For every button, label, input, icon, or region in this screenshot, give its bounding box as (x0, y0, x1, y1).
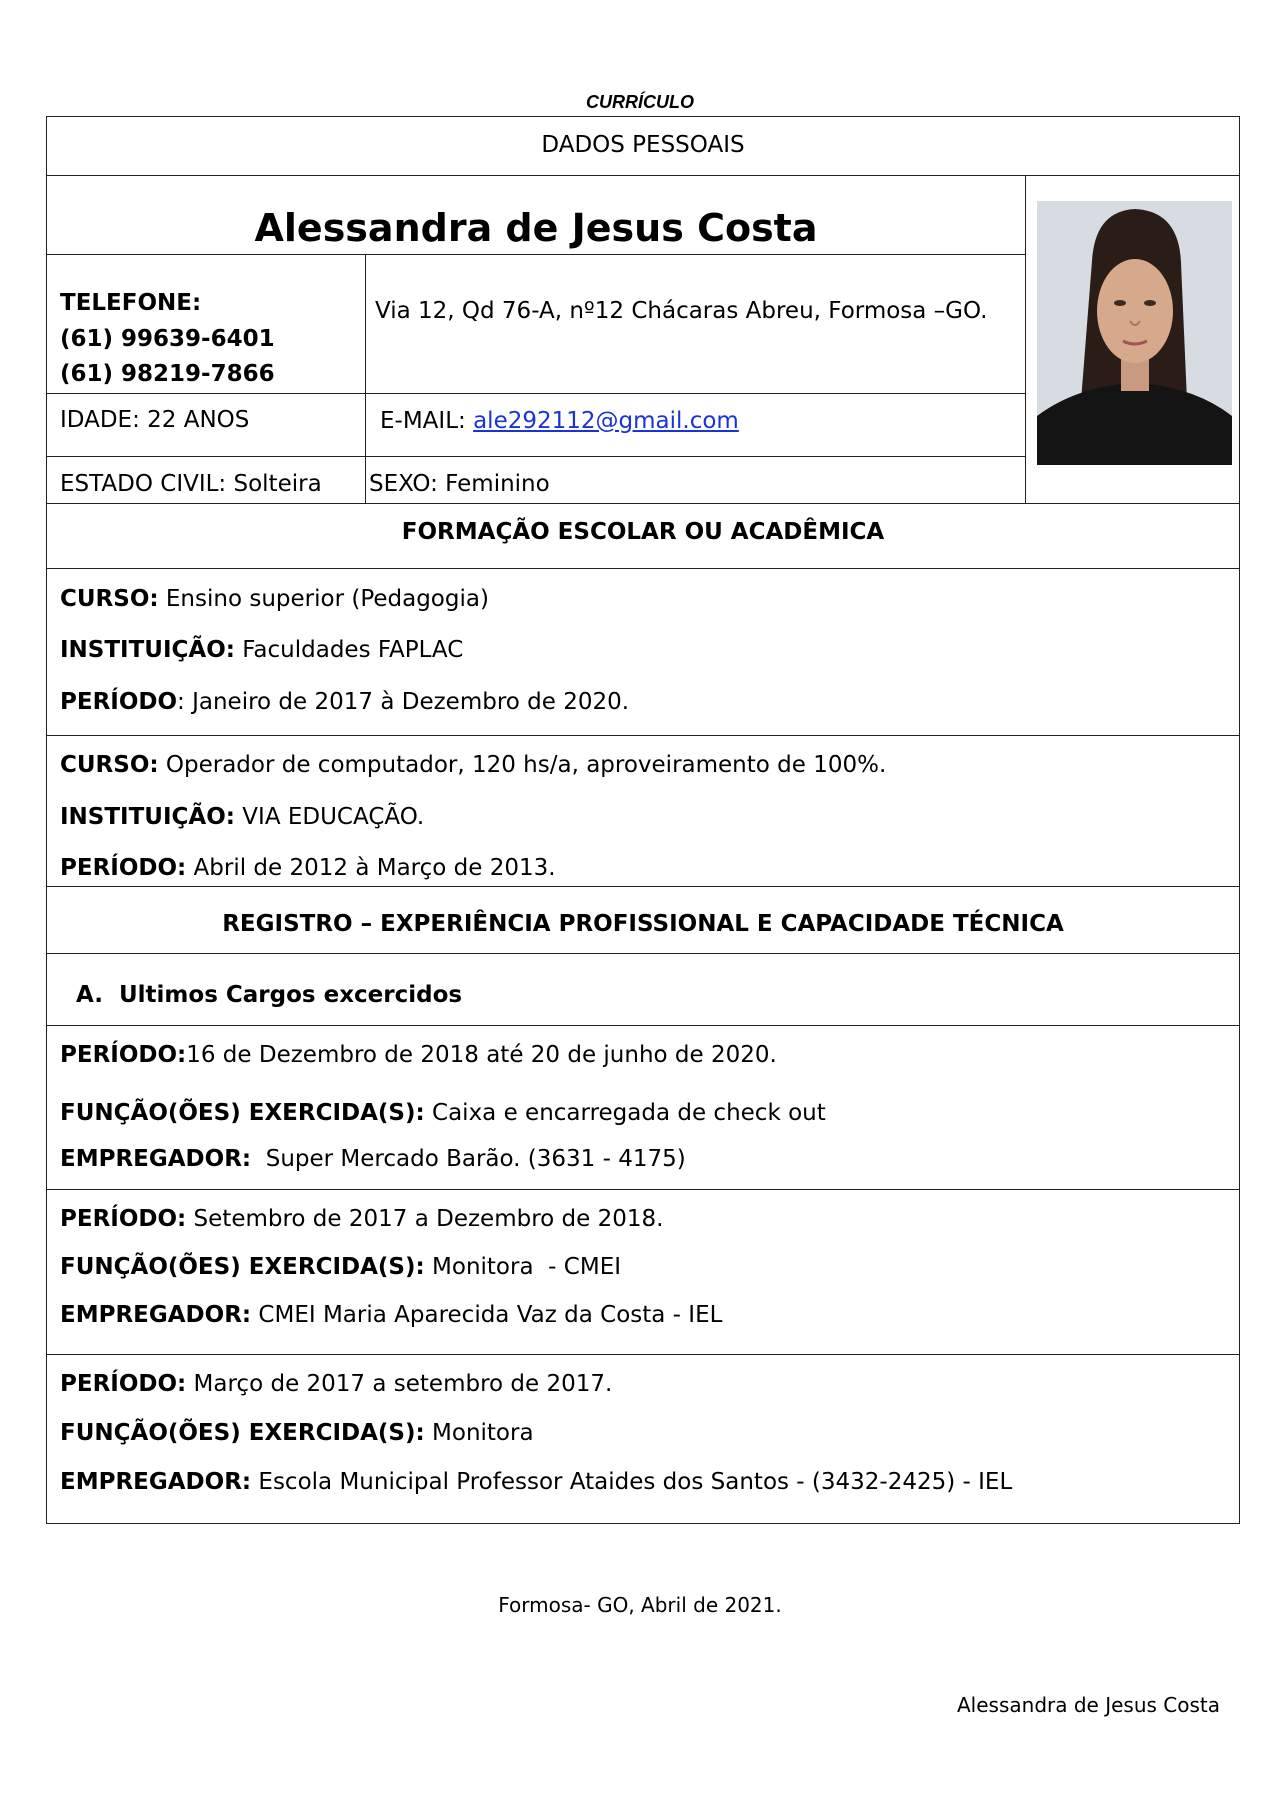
edu-2-course (60, 750, 886, 780)
divider (46, 953, 1240, 954)
edu-1-period (60, 687, 629, 717)
employer-value: Super Mercado Barão. (3631 - 4175) (251, 1146, 686, 1172)
divider (365, 254, 366, 503)
email-link[interactable]: ale292112@gmail.com (473, 408, 739, 434)
civil-status: ESTADO CIVIL: Solteira (60, 471, 322, 497)
period-label: PERÍODO: (60, 855, 187, 881)
exp-1-employer (60, 1144, 686, 1174)
period-label: PERÍODO: (60, 1371, 187, 1397)
employer-label: EMPREGADOR: (60, 1469, 252, 1495)
edu-2-institution (60, 802, 424, 832)
phone-label: TELEFONE: (60, 290, 202, 316)
exp-1-role (60, 1098, 826, 1128)
candidate-photo (1037, 201, 1232, 465)
role-label: FUNÇÃO(ÕES) EXERCIDA(S): (60, 1100, 425, 1126)
address: Via 12, Qd 76-A, nº12 Chácaras Abreu, Formosa –GO. (375, 298, 988, 324)
period-value: Março de 2017 a setembro de 2017. (186, 1371, 613, 1397)
section-title-education: FORMAÇÃO ESCOLAR OU ACADÊMICA (401, 519, 885, 545)
divider (46, 254, 1026, 255)
course-label: CURSO: (60, 586, 159, 612)
role-value: Monitora - CMEI (424, 1254, 622, 1280)
period-label: PERÍODO (60, 689, 178, 715)
course-value: Ensino superior (Pedagogia) (158, 586, 489, 612)
exp-2-period (60, 1204, 663, 1234)
signature: Alessandra de Jesus Costa (957, 1693, 1220, 1717)
divider (46, 1354, 1240, 1355)
employer-value: CMEI Maria Aparecida Vaz da Costa - IEL (251, 1302, 723, 1328)
course-value: Operador de computador, 120 hs/a, aproveiramento de 100%. (158, 752, 887, 778)
exp-1-period (60, 1040, 777, 1070)
divider (46, 886, 1240, 887)
edu-1-course (60, 584, 489, 614)
divider (46, 503, 1240, 504)
phone-number-2: (61) 98219-7866 (60, 361, 275, 387)
subsection-text: Ultimos Cargos excercidos (118, 982, 463, 1008)
age: IDADE: 22 ANOS (60, 407, 250, 433)
role-label: FUNÇÃO(ÕES) EXERCIDA(S): (60, 1420, 425, 1446)
exp-2-employer (60, 1300, 722, 1330)
email-label: E-MAIL: (380, 408, 466, 434)
divider (46, 568, 1240, 569)
sex: SEXO: Feminino (369, 471, 550, 497)
period-value: Setembro de 2017 a Dezembro de 2018. (186, 1206, 664, 1232)
employer-label: EMPREGADOR: (60, 1302, 252, 1328)
exp-2-role (60, 1252, 621, 1282)
employer-label: EMPREGADOR: (60, 1146, 252, 1172)
divider (46, 175, 1240, 176)
institution-value: VIA EDUCAÇÃO. (234, 804, 425, 830)
divider (46, 735, 1240, 736)
edu-1-institution (60, 635, 463, 665)
period-label: PERÍODO: (60, 1206, 187, 1232)
document-title: CURRÍCULO (586, 92, 694, 112)
portrait-illustration (1037, 201, 1232, 465)
place-date: Formosa- GO, Abril de 2021. (498, 1593, 782, 1617)
subsection-title (76, 980, 462, 1010)
role-value: Caixa e encarregada de check out (424, 1100, 826, 1126)
role-label: FUNÇÃO(ÕES) EXERCIDA(S): (60, 1254, 425, 1280)
divider (46, 456, 1026, 457)
period-value: : Janeiro de 2017 à Dezembro de 2020. (177, 689, 630, 715)
subsection-marker: A. (76, 982, 103, 1008)
candidate-name: Alessandra de Jesus Costa (254, 206, 818, 250)
institution-value: Faculdades FAPLAC (234, 637, 464, 663)
institution-label: INSTITUIÇÃO: (60, 804, 235, 830)
divider (46, 1189, 1240, 1190)
exp-3-period (60, 1369, 612, 1399)
edu-2-period (60, 853, 556, 883)
divider (46, 393, 1026, 394)
period-value: 16 de Dezembro de 2018 até 20 de junho de 2020. (186, 1042, 777, 1068)
section-title-personal: DADOS PESSOAIS (541, 132, 745, 158)
period-value: Abril de 2012 à Março de 2013. (186, 855, 556, 881)
exp-3-employer (60, 1467, 1012, 1497)
course-label: CURSO: (60, 752, 159, 778)
period-label: PERÍODO: (60, 1042, 187, 1068)
phone-number-1: (61) 99639-6401 (60, 326, 275, 352)
email-row (380, 406, 739, 436)
role-value: Monitora (424, 1420, 534, 1446)
section-title-experience: REGISTRO – EXPERIÊNCIA PROFISSIONAL E CAPACIDADE TÉCNICA (222, 911, 1064, 937)
employer-value: Escola Municipal Professor Ataides dos Santos - (3432-2425) - IEL (251, 1469, 1013, 1495)
institution-label: INSTITUIÇÃO: (60, 637, 235, 663)
exp-3-role (60, 1418, 534, 1448)
divider (46, 1025, 1240, 1026)
